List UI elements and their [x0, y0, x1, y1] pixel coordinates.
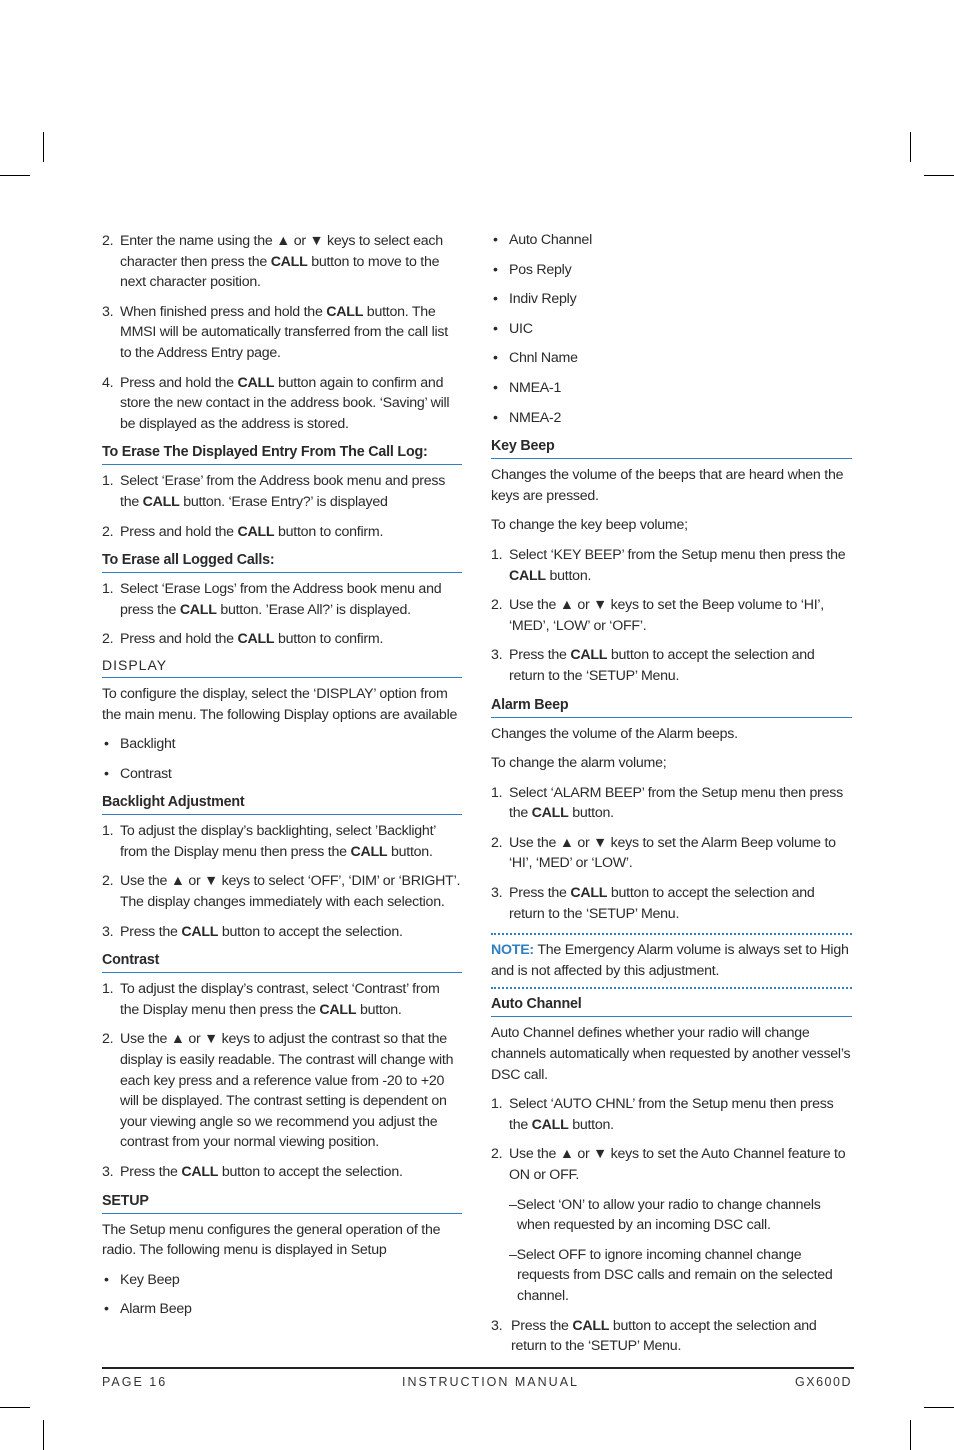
paragraph: To change the alarm volume;	[491, 755, 667, 772]
paragraph: The Setup menu configures the general operation of the radio. The following menu is displayed in Setup	[102, 1221, 441, 1259]
subheading: Contrast	[102, 950, 462, 973]
crop-mark	[924, 1407, 954, 1408]
subheading: Backlight Adjustment	[102, 792, 462, 815]
step-item: 1. Select ‘AUTO CHNL’ from the Setup menu then press the CALL button.	[491, 1096, 834, 1133]
manual-title: INSTRUCTION MANUAL	[402, 1375, 579, 1389]
subheading: Auto Channel	[491, 994, 852, 1017]
step-item: 2. Use the ▲ or ▼ keys to select ‘OFF’, ‘DIM’ or ‘BRIGHT’. The display changes immediately with each selection.	[102, 873, 461, 911]
step-item: 3. Press the CALL button to accept the selection.	[102, 923, 403, 940]
step-item: 3. Press the CALL button to accept the selection and return to the ‘SETUP’ Menu.	[491, 647, 815, 684]
sub-item: –Select OFF to ignore incoming channel change requests from DSC calls and remain on the selected channel.	[509, 1246, 833, 1304]
note-label: NOTE:	[491, 942, 534, 959]
paragraph: Changes the volume of the beeps that are heard when the keys are pressed.	[491, 467, 844, 504]
bullet-item: • Alarm Beep	[104, 1301, 192, 1318]
step-item: 4. Press and hold the CALL button again to confirm and store the new contact in the address book. ‘Saving’ will be displayed as the address is stored.	[102, 374, 450, 432]
paragraph: To change the key beep volume;	[491, 517, 688, 534]
sub-item: –Select ‘ON’ to allow your radio to change channels when requested by an incoming DSC call.	[509, 1196, 821, 1234]
step-item: 3. Press the CALL button to accept the selection and return to the ‘SETUP’ Menu.	[491, 885, 815, 922]
subheading: Key Beep	[491, 436, 852, 459]
step-item: 2. Enter the name using the ▲ or ▼ keys to select each character then press the CALL button to move to the next character position.	[102, 233, 443, 291]
step-item: 1. Select ‘Erase Logs’ from the Address book menu and press the CALL button. ’Erase All?’ is displayed.	[102, 581, 442, 618]
crop-mark	[0, 175, 30, 176]
step-item: 3. When finished press and hold the CALL button. The MMSI will be automatically transferred from the call list to the Address Entry page.	[102, 303, 448, 361]
note-divider	[491, 987, 852, 989]
subheading: To Erase The Displayed Entry From The Call Log:	[102, 442, 462, 465]
step-item: 3. Press the CALL button to accept the selection.	[102, 1164, 403, 1180]
crop-mark	[910, 132, 911, 162]
step-item: 1. To adjust the display’s contrast, select ‘Contrast’ from the Display menu then press the CALL button.	[102, 981, 440, 1018]
bullet-item: • Auto Channel	[493, 232, 592, 248]
subheading: To Erase all Logged Calls:	[102, 550, 462, 573]
step-item: 1. Select ‘KEY BEEP’ from the Setup menu then press the CALL button.	[491, 546, 846, 584]
crop-mark	[0, 1407, 30, 1408]
step-item: 2. Use the ▲ or ▼ keys to set the Alarm Beep volume to ‘HI’, ‘MED’ or ‘LOW’.	[491, 834, 836, 872]
step-item: 2. Use the ▲ or ▼ keys to set the Auto Channel feature to ON or OFF.	[491, 1146, 846, 1183]
footer-rule	[102, 1367, 854, 1369]
note-divider	[491, 933, 852, 935]
paragraph: Auto Channel defines whether your radio will change channels automatically when requested by another vessel’s DSC call.	[491, 1025, 851, 1083]
left-column	[102, 228, 462, 1320]
page-number: PAGE 16	[102, 1375, 168, 1389]
bullet-item: • NMEA-1	[493, 379, 562, 396]
step-item: 2. Press and hold the CALL button to confirm.	[102, 523, 384, 540]
bullet-item: • Indiv Reply	[493, 291, 577, 308]
bullet-item: • Chnl Name	[493, 350, 578, 367]
bullet-item: • Backlight	[104, 736, 176, 753]
section-title-display: DISPLAY	[102, 655, 462, 678]
right-column	[491, 228, 852, 1357]
crop-mark	[924, 175, 954, 176]
crop-mark	[43, 1420, 44, 1450]
model-name: GX600D	[795, 1375, 852, 1389]
step-item: 1. Select ‘ALARM BEEP’ from the Setup menu then press the CALL button.	[491, 784, 843, 822]
paragraph: To configure the display, select the ‘DISPLAY’ option from the main menu. The following Display options are available	[102, 685, 458, 723]
bullet-item: • NMEA-2	[493, 409, 562, 426]
step-item: 2. Press and hold the CALL button to confirm.	[102, 631, 384, 648]
crop-mark	[43, 132, 44, 162]
note-text: The Emergency Alarm volume is always set to High and is not affected by this adjustment.	[491, 942, 849, 979]
paragraph: Changes the volume of the Alarm beeps.	[491, 725, 738, 742]
bullet-item: • Contrast	[104, 765, 172, 782]
section-title-setup: SETUP	[102, 1191, 462, 1214]
step-item: 3. Press the CALL button to accept the selection and return to the ‘SETUP’ Menu.	[491, 1317, 817, 1355]
subheading: Alarm Beep	[491, 695, 852, 718]
bullet-item: • Key Beep	[104, 1271, 180, 1288]
step-item: 2. Use the ▲ or ▼ keys to adjust the contrast so that the display is easily readable. The contrast will change with each key press and a reference value from -20 to +20 will be displayed. The contrast setting is dependent on your viewing angle so we recommend you adjust the contrast from your normal viewing position.	[102, 1031, 454, 1151]
note	[491, 940, 852, 981]
bullet-item: • Pos Reply	[493, 261, 572, 278]
step-item: 1. To adjust the display’s backlighting, select ’Backlight’ from the Display menu then press the CALL button.	[102, 823, 436, 860]
crop-mark	[910, 1420, 911, 1450]
step-item: 1. Select ‘Erase’ from the Address book menu and press the CALL button. ‘Erase Entry?’ is displayed	[102, 473, 446, 510]
step-item: 2. Use the ▲ or ▼ keys to set the Beep volume to ‘HI’, ‘MED’, ‘LOW’ or ‘OFF’.	[491, 597, 824, 634]
bullet-item: • UIC	[493, 320, 533, 337]
